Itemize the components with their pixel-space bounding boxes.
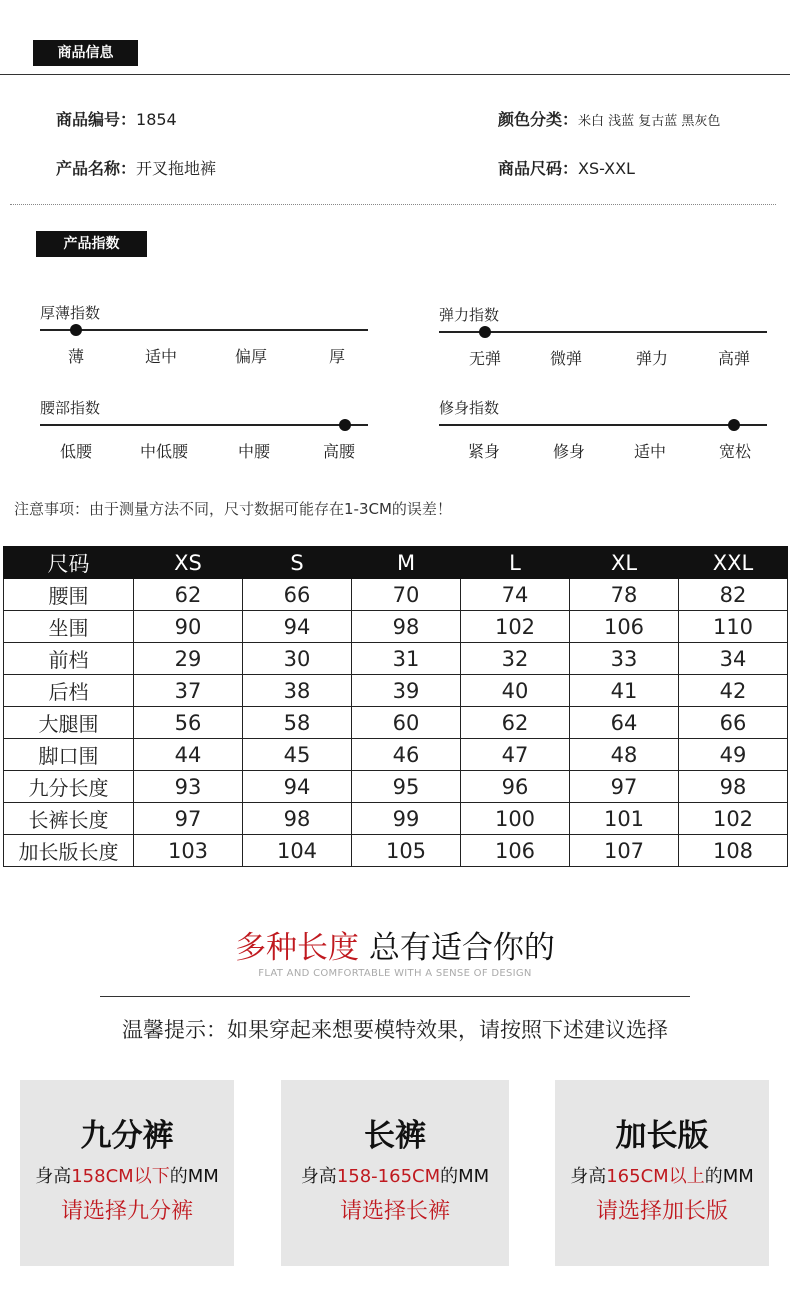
- measurement-value: 64: [570, 707, 679, 739]
- size-chart-header: [4, 547, 788, 579]
- measurement-value: 94: [243, 771, 352, 803]
- fit-index-marker: [728, 419, 740, 431]
- size-range-label: 商品尺码：: [498, 159, 579, 178]
- measurement-name: 加长版长度: [4, 835, 134, 867]
- length-card-extended: [555, 1080, 769, 1266]
- measurement-value: 40: [461, 675, 570, 707]
- size-header-cell: XXL: [679, 547, 788, 579]
- measurement-value: 48: [570, 739, 679, 771]
- measurement-value: 110: [679, 611, 788, 643]
- measurement-value: 38: [243, 675, 352, 707]
- size-chart-table: [3, 546, 788, 867]
- fit-index-track: [439, 424, 767, 426]
- fit-tip: 温馨提示：如果穿起来想要模特效果，请按照下述建议选择: [122, 1018, 668, 1042]
- measurement-value: 33: [570, 643, 679, 675]
- measurement-value: 97: [134, 803, 243, 835]
- measurement-value: 39: [352, 675, 461, 707]
- measurement-note: 注意事项：由于测量方法不同，尺寸数据可能存在1-3CM的误差！: [14, 500, 452, 518]
- thickness-label-1: 薄: [67, 347, 85, 366]
- measurement-value: 104: [243, 835, 352, 867]
- table-row: [4, 771, 788, 803]
- elasticity-index-title: 弹力指数: [439, 306, 500, 324]
- measurement-value: 45: [243, 739, 352, 771]
- measurement-value: 90: [134, 611, 243, 643]
- table-row: [4, 579, 788, 611]
- measurement-name: 坐围: [4, 611, 134, 643]
- product-name-label: 产品名称：: [56, 159, 137, 178]
- table-row: [4, 611, 788, 643]
- table-row: [4, 835, 788, 867]
- measurement-value: 106: [461, 835, 570, 867]
- waist-index-title: 腰部指数: [40, 399, 101, 417]
- table-row: [4, 643, 788, 675]
- lengths-heading: [0, 922, 790, 967]
- thickness-index-marker: [70, 324, 82, 336]
- lengths-divider: [100, 996, 690, 997]
- measurement-value: 98: [352, 611, 461, 643]
- measurement-value: 49: [679, 739, 788, 771]
- thickness-label-2: 适中: [144, 347, 178, 366]
- size-header-cell: S: [243, 547, 352, 579]
- waist-index-track: [40, 424, 368, 426]
- height-suffix: 的MM: [704, 1166, 754, 1187]
- measurement-value: 97: [570, 771, 679, 803]
- table-row: [4, 739, 788, 771]
- size-range-value: XS-XXL: [578, 159, 635, 178]
- thickness-label-4: 厚: [328, 347, 346, 366]
- elasticity-label-3: 弹力: [635, 349, 669, 368]
- fit-index-title: 修身指数: [439, 399, 500, 417]
- length-card-height: [20, 1162, 234, 1188]
- product-info-tag: 商品信息: [33, 40, 138, 66]
- height-prefix: 身高: [570, 1166, 607, 1187]
- measurement-value: 66: [679, 707, 788, 739]
- measurement-name: 大腿围: [4, 707, 134, 739]
- color-options-value: 米白 浅蓝 复古蓝 黑灰色: [578, 114, 721, 129]
- product-index-tag: 产品指数: [36, 231, 147, 257]
- measurement-value: 37: [134, 675, 243, 707]
- measurement-value: 62: [461, 707, 570, 739]
- measurement-value: 70: [352, 579, 461, 611]
- color-options-label: 颜色分类：: [498, 110, 579, 129]
- measurement-value: 29: [134, 643, 243, 675]
- elasticity-label-4: 高弹: [717, 349, 751, 368]
- measurement-value: 42: [679, 675, 788, 707]
- waist-label-2: 中低腰: [139, 442, 189, 461]
- lengths-heading-text: 总有适合你的: [359, 930, 555, 966]
- measurement-value: 98: [243, 803, 352, 835]
- height-suffix: 的MM: [440, 1166, 490, 1187]
- measurement-value: 100: [461, 803, 570, 835]
- measurement-name: 前档: [4, 643, 134, 675]
- waist-index-marker: [339, 419, 351, 431]
- color-options: [498, 107, 720, 130]
- length-card-title: 长裤: [364, 1118, 426, 1154]
- length-card-height: [281, 1162, 509, 1188]
- measurement-value: 60: [352, 707, 461, 739]
- length-card-long: [281, 1080, 509, 1266]
- measurement-name: 长裤长度: [4, 803, 134, 835]
- measurement-value: 102: [461, 611, 570, 643]
- elasticity-index-marker: [479, 326, 491, 338]
- size-header-cell: M: [352, 547, 461, 579]
- measurement-value: 30: [243, 643, 352, 675]
- measurement-value: 47: [461, 739, 570, 771]
- length-card-choice: 请选择加长版: [595, 1199, 728, 1224]
- waist-label-4: 高腰: [322, 442, 356, 461]
- measurement-name: 脚口围: [4, 739, 134, 771]
- elasticity-label-2: 微弹: [549, 349, 583, 368]
- measurement-value: 58: [243, 707, 352, 739]
- waist-label-3: 中腰: [237, 442, 271, 461]
- length-card-height: [555, 1162, 769, 1188]
- measurement-value: 56: [134, 707, 243, 739]
- thickness-index-title: 厚薄指数: [40, 304, 101, 322]
- measurement-name: 后档: [4, 675, 134, 707]
- length-card-title: 加长版: [615, 1118, 709, 1154]
- measurement-value: 105: [352, 835, 461, 867]
- height-value: 158CM以下: [71, 1166, 170, 1187]
- measurement-value: 108: [679, 835, 788, 867]
- height-value: 165CM以上: [606, 1166, 705, 1187]
- table-row: [4, 707, 788, 739]
- product-name: [56, 156, 216, 179]
- height-value: 158-165CM: [336, 1166, 441, 1187]
- measurement-value: 106: [570, 611, 679, 643]
- product-code-label: 商品编号：: [56, 110, 137, 129]
- lengths-subtitle: FLAT AND COMFORTABLE WITH A SENSE OF DESIGN: [258, 968, 532, 979]
- length-card-choice: 请选择九分裤: [60, 1199, 193, 1224]
- measurement-value: 62: [134, 579, 243, 611]
- measurement-value: 99: [352, 803, 461, 835]
- measurement-value: 101: [570, 803, 679, 835]
- header-divider: [0, 74, 790, 75]
- size-header-cell: L: [461, 547, 570, 579]
- dotted-divider: [10, 204, 776, 205]
- elasticity-label-1: 无弹: [468, 349, 502, 368]
- measurement-value: 66: [243, 579, 352, 611]
- measurement-value: 96: [461, 771, 570, 803]
- size-range: [498, 156, 635, 179]
- measurement-value: 44: [134, 739, 243, 771]
- measurement-value: 78: [570, 579, 679, 611]
- measurement-value: 107: [570, 835, 679, 867]
- fit-label-1: 紧身: [467, 442, 501, 461]
- measurement-name: 九分长度: [4, 771, 134, 803]
- measurement-value: 82: [679, 579, 788, 611]
- lengths-heading-accent: 多种长度: [235, 930, 360, 966]
- product-code: [56, 107, 177, 130]
- measurement-value: 41: [570, 675, 679, 707]
- thickness-label-3: 偏厚: [234, 347, 268, 366]
- height-prefix: 身高: [35, 1166, 72, 1187]
- size-chart-body: [4, 579, 788, 867]
- table-row: [4, 675, 788, 707]
- measurement-value: 32: [461, 643, 570, 675]
- waist-label-1: 低腰: [59, 442, 93, 461]
- product-code-value: 1854: [136, 110, 177, 129]
- size-header-label: 尺码: [4, 547, 134, 579]
- measurement-value: 46: [352, 739, 461, 771]
- measurement-value: 93: [134, 771, 243, 803]
- fit-label-2: 修身: [552, 442, 586, 461]
- measurement-value: 98: [679, 771, 788, 803]
- length-card-title: 九分裤: [80, 1118, 174, 1154]
- height-suffix: 的MM: [169, 1166, 219, 1187]
- measurement-value: 102: [679, 803, 788, 835]
- length-card-choice: 请选择长裤: [339, 1199, 450, 1224]
- measurement-value: 103: [134, 835, 243, 867]
- height-prefix: 身高: [300, 1166, 337, 1187]
- thickness-index-track: [40, 329, 368, 331]
- measurement-value: 95: [352, 771, 461, 803]
- fit-label-3: 适中: [633, 442, 667, 461]
- measurement-value: 31: [352, 643, 461, 675]
- fit-label-4: 宽松: [718, 442, 752, 461]
- size-header-cell: XS: [134, 547, 243, 579]
- size-header-cell: XL: [570, 547, 679, 579]
- table-row: [4, 803, 788, 835]
- measurement-value: 74: [461, 579, 570, 611]
- measurement-value: 34: [679, 643, 788, 675]
- measurement-name: 腰围: [4, 579, 134, 611]
- product-name-value: 开叉拖地裤: [136, 159, 217, 178]
- measurement-value: 94: [243, 611, 352, 643]
- length-card-ninth: [20, 1080, 234, 1266]
